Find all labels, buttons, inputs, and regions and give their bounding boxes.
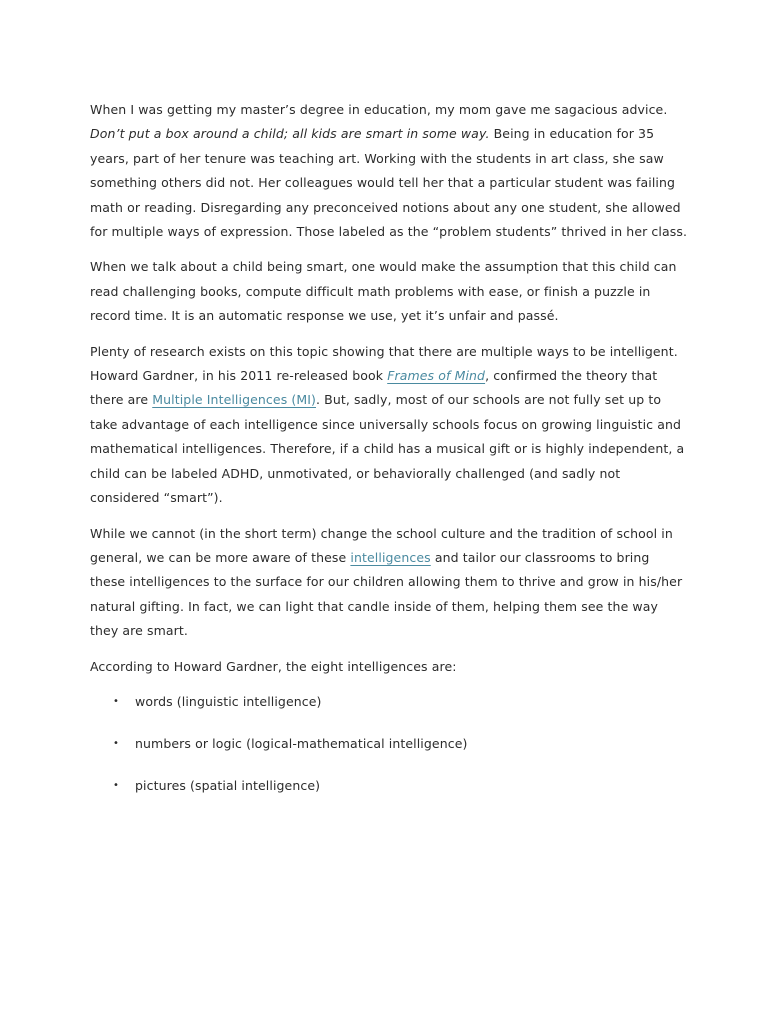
- research-text: Plenty of research exists on this topic showing that there are multiple ways to be intelligent. Howard Gardner, in his 2011 re-released book: [90, 343, 678, 384]
- list-item-text: numbers or logic (logical-mathematical intelligence): [135, 735, 468, 751]
- research-text-middle: , confirmed the theory that there are: [90, 368, 658, 408]
- research-text-end: . But, sadly, most of our schools are not fully set up to take advantage of each intelligence since universally schools focus on growing linguistic and mathematical intelligences. Therefore, if a child has a musical gift or is highly independent, a child can be labeled ADHD, unmotivated, or behaviorally challenged (and sadly not considered “smart”).: [90, 392, 685, 506]
- intelligences-intro: According to Howard Gardner, the eight intelligences are:: [90, 658, 457, 674]
- list-item: [90, 774, 688, 816]
- list-item: [90, 690, 688, 732]
- intro-text: When I was getting my master’s degree in education, my mom gave me sagacious advice.: [90, 102, 668, 117]
- culture-text: While we cannot (in the short term) change the school culture and the tradition of school in general, we can be more aware of these: [90, 525, 673, 565]
- list-item: [90, 732, 688, 774]
- list-item-text: words (linguistic intelligence): [135, 693, 322, 709]
- intelligences-link[interactable]: intelligences: [350, 549, 431, 565]
- frames-of-mind-link[interactable]: Frames of Mind: [387, 368, 486, 384]
- bullet-icon: •: [113, 779, 119, 791]
- quote-text: Don’t put a box around a child; all kids are smart in some way.: [90, 126, 490, 142]
- culture-text-end: and tailor our classrooms to bring these intelligences to the surface for our children allowing them to thrive and grow in his/her natural gifting. In fact, we can light that candle inside of them, helping them see the way they are smart.: [90, 549, 683, 639]
- list-item-text: pictures (spatial intelligence): [135, 777, 321, 793]
- smart-assumption-paragraph: When we talk about a child being smart, one would make the assumption that this child can read challenging books, compute difficult math problems with ease, or finish a puzzle in record time. It is an automatic response we use, yet it’s unfair and passé.: [90, 259, 677, 324]
- research-paragraph: [90, 340, 688, 511]
- intelligences-list: [90, 690, 688, 816]
- bullet-icon: •: [113, 737, 119, 749]
- culture-paragraph: [90, 522, 688, 644]
- intro-text-continued: Being in education for 35 years, part of her tenure was teaching art. Working with the students in art class, she saw something others did not. Her colleagues would tell her that a particular student was failing math or reading. Disregarding any preconceived notions about any one student, she allowed for multiple ways of expression. Those labeled as the “problem students” thrived in her class.: [90, 126, 688, 240]
- multiple-intelligences-link[interactable]: Multiple Intelligences (MI): [152, 392, 316, 408]
- intro-paragraph: [90, 98, 688, 244]
- bullet-icon: •: [113, 695, 119, 707]
